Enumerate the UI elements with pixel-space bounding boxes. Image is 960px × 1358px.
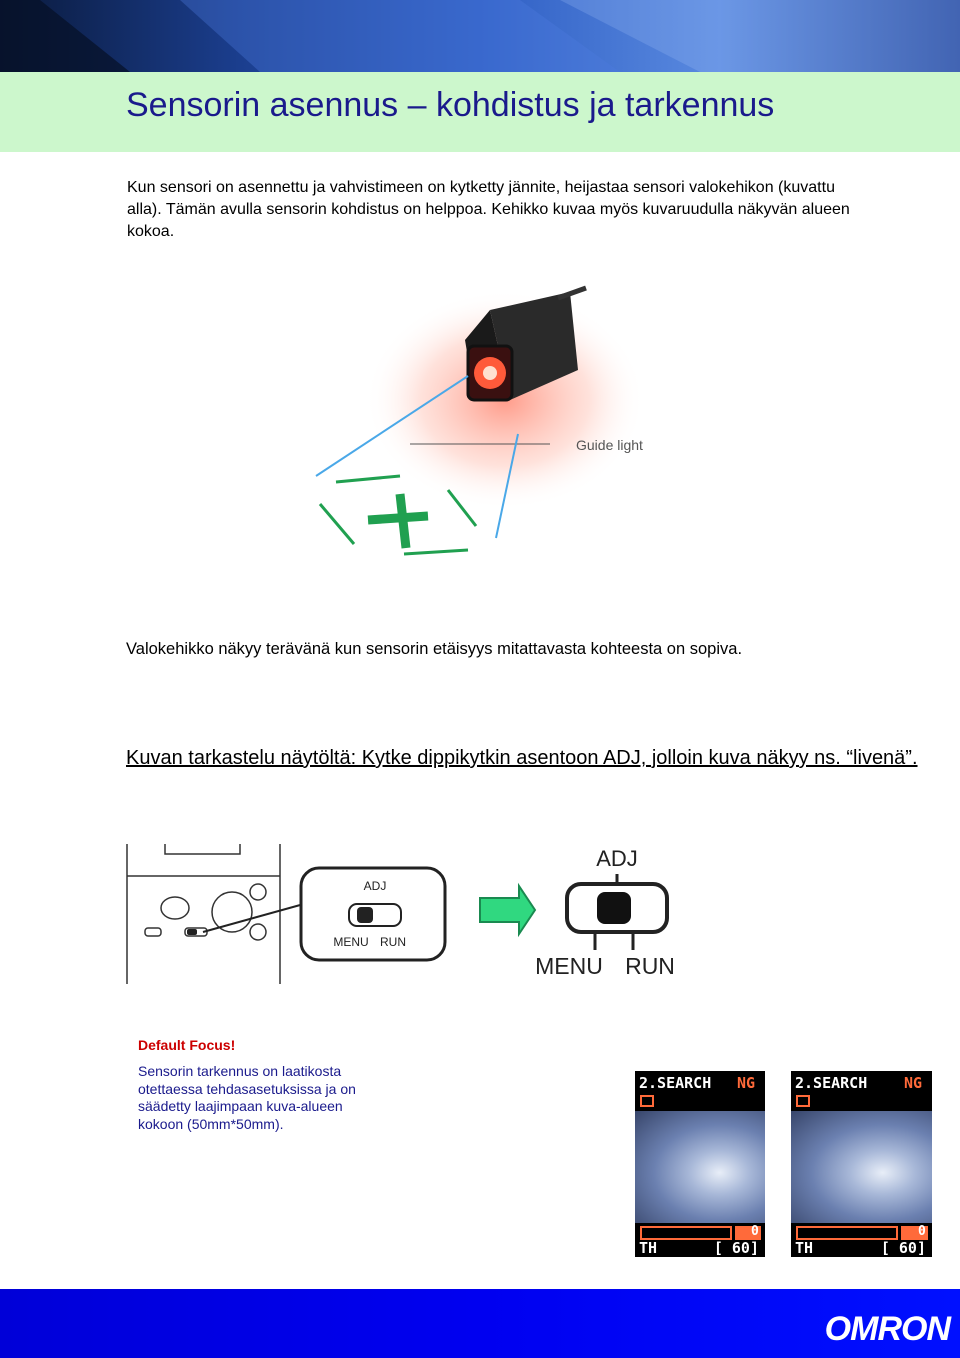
sensor-screen-1 [635, 1071, 765, 1257]
run-label: RUN [625, 953, 675, 979]
threshold-value: [ 60] [880, 1239, 926, 1257]
screen-header: 2.SEARCH [795, 1074, 868, 1092]
banner-graphic [0, 0, 960, 72]
callout-run-label: RUN [380, 935, 406, 949]
camera-image [791, 1111, 932, 1223]
default-focus-heading: Default Focus! [138, 1037, 236, 1053]
threshold-value: [ 60] [713, 1239, 759, 1257]
level-zero: 0 [918, 1224, 926, 1239]
intro-paragraph: Kun sensori on asennettu ja vahvistimeen on kytketty jännite, heijastaa sensori valokehikon (kuvattu alla). Tämän avulla sensorin kohdistus on helppoa. Kehikko kuvaa myös kuvaruudulla näkyvän alueen kokoa. [127, 179, 850, 240]
guide-light-label: Guide light [576, 437, 643, 453]
page-title: Sensorin asennus – kohdistus ja tarkennus [126, 86, 775, 124]
dip-switch-small [187, 929, 197, 935]
screen-indicator-box [796, 1095, 810, 1107]
level-bar [640, 1226, 732, 1240]
menu-label: MENU [535, 953, 603, 979]
screen-status: NG [736, 1074, 755, 1092]
level-bar [796, 1226, 898, 1240]
sensor-screen-2 [791, 1071, 932, 1257]
header-banner [0, 0, 960, 72]
camera-image [635, 1111, 765, 1223]
footer-band [0, 1289, 960, 1358]
omron-logo: OMRON [824, 1310, 950, 1348]
screen-indicator-box [640, 1095, 654, 1107]
callout-adj-label: ADJ [363, 879, 387, 893]
screen-status: NG [903, 1074, 922, 1092]
arrow-right-icon [480, 886, 535, 934]
screen-header: 2.SEARCH [639, 1074, 712, 1092]
focus-caption: Valokehikko näkyy terävänä kun sensorin etäisyys mitattavasta kohteesta on sopiva. [126, 640, 743, 658]
section-heading: Kuvan tarkastelu näytöltä: Kytke dippikytkin asentoon ADJ, jolloin kuva näkyy ns. “livenä”. [126, 747, 918, 769]
guide-cross [368, 494, 428, 548]
level-zero: 0 [751, 1224, 759, 1239]
dip-switch-figure [125, 840, 685, 990]
callout-menu-label: MENU [333, 935, 369, 949]
amplifier-panel [127, 844, 280, 984]
threshold-label: TH [795, 1239, 814, 1257]
threshold-label: TH [639, 1239, 658, 1257]
guide-light-illustration [300, 280, 680, 580]
adj-label: ADJ [596, 846, 638, 871]
default-focus-text: Sensorin tarkennus on laatikosta otettaessa tehdasasetuksissa ja on säädetty laajimpaan kuva-alueen kokoon (50mm*50mm). [138, 1063, 356, 1132]
